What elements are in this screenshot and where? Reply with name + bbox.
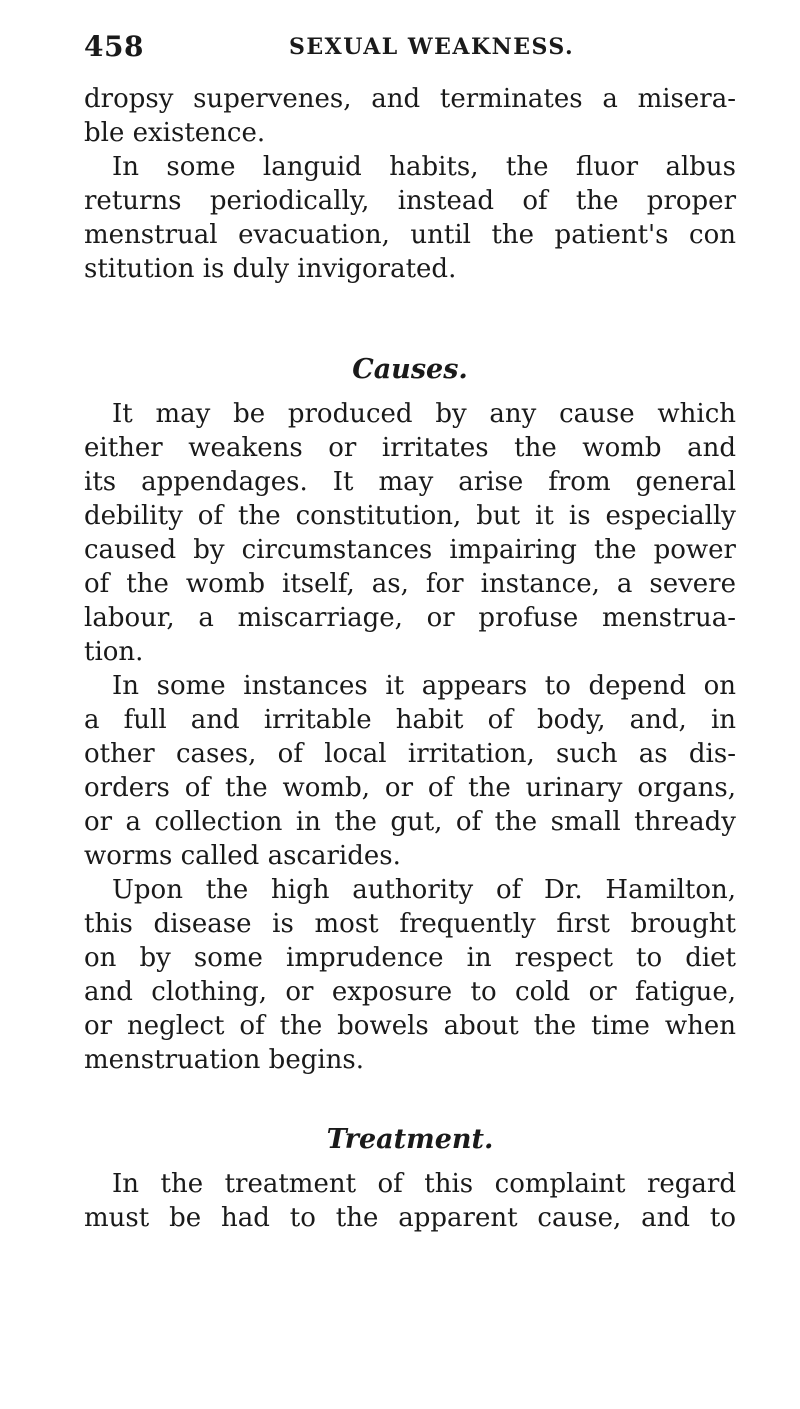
text-line: In some languid habits, the fluor albus bbox=[112, 152, 736, 182]
text-line: In some instances it appears to depend on bbox=[112, 671, 736, 701]
page-number: 458 bbox=[84, 30, 144, 63]
text-line: orders of the womb, or of the urinary organs, bbox=[84, 773, 736, 803]
text-line: ble existence. bbox=[84, 118, 266, 148]
text-line: and clothing, or exposure to cold or fatigue, bbox=[84, 977, 736, 1007]
text-line: caused by circumstances impairing the power bbox=[84, 535, 736, 565]
running-head bbox=[84, 30, 734, 66]
paragraph-block-intro bbox=[84, 82, 736, 286]
text-line: debility of the constitution, but it is especially bbox=[84, 501, 736, 531]
text-line: It may be produced by any cause which bbox=[112, 399, 736, 429]
running-title: SEXUAL WEAKNESS. bbox=[289, 34, 575, 60]
text-line: tion. bbox=[84, 637, 144, 667]
paragraph-block-causes bbox=[84, 397, 736, 1077]
text-line: worms called ascarides. bbox=[84, 841, 401, 871]
section-heading-treatment: Treatment. bbox=[326, 1124, 494, 1155]
section-heading-causes: Causes. bbox=[352, 354, 468, 385]
text-line: or neglect of the bowels about the time when bbox=[84, 1011, 736, 1041]
text-line: other cases, of local irritation, such as dis- bbox=[84, 739, 736, 769]
text-line: labour, a miscarriage, or profuse menstrua- bbox=[84, 603, 736, 633]
text-line: returns periodically, instead of the proper bbox=[84, 186, 736, 216]
text-line: In the treatment of this complaint regard bbox=[112, 1169, 736, 1199]
text-line: Upon the high authority of Dr. Hamilton, bbox=[112, 875, 736, 905]
text-line: this disease is most frequently first brought bbox=[84, 909, 736, 939]
text-line: must be had to the apparent cause, and to bbox=[84, 1203, 736, 1233]
text-line: of the womb itself, as, for instance, a severe bbox=[84, 569, 736, 599]
text-line: its appendages. It may arise from general bbox=[84, 467, 736, 497]
text-line: or a collection in the gut, of the small thready bbox=[84, 807, 736, 837]
paragraph-block-treatment bbox=[84, 1167, 736, 1235]
text-line: a full and irritable habit of body, and, in bbox=[84, 705, 736, 735]
text-line: either weakens or irritates the womb and bbox=[84, 433, 736, 463]
text-line: stitution is duly invigorated. bbox=[84, 254, 457, 284]
text-line: on by some imprudence in respect to diet bbox=[84, 943, 736, 973]
text-line: menstrual evacuation, until the patient's con bbox=[84, 220, 736, 250]
text-line: dropsy supervenes, and terminates a misera- bbox=[84, 84, 736, 114]
text-line: menstruation begins. bbox=[84, 1045, 365, 1075]
